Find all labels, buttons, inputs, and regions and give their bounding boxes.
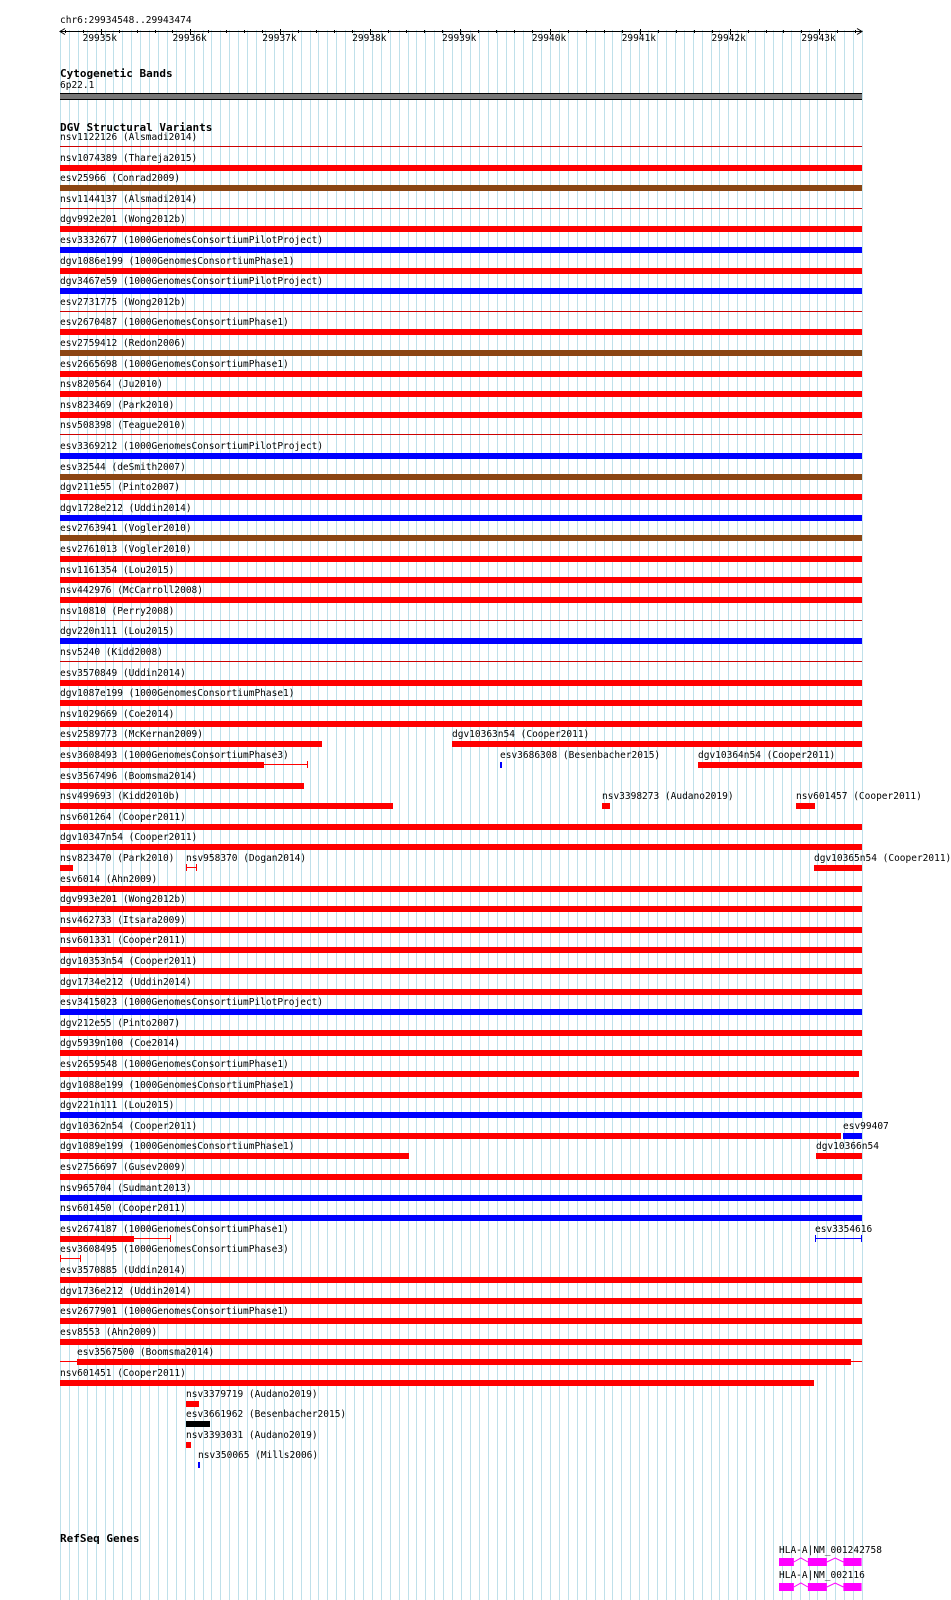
variant-label: nsv442976 (McCarroll2008) xyxy=(60,585,203,596)
variant-label: dgv1086e199 (1000GenomesConsortiumPhase1) xyxy=(60,256,295,267)
variant-whisker-cap xyxy=(307,761,308,768)
variant-label: nsv1144137 (Alsmadi2014) xyxy=(60,194,198,205)
variant-bar[interactable] xyxy=(186,1442,191,1448)
gene-intron xyxy=(827,1583,844,1587)
variant-bar[interactable] xyxy=(60,844,862,850)
variant-bar[interactable] xyxy=(60,494,862,500)
variant-label: nsv601264 (Cooper2011) xyxy=(60,812,186,823)
ruler-tick-label: 29938k xyxy=(352,33,387,44)
ruler-tick-label: 29937k xyxy=(262,33,297,44)
variant-label: dgv1088e199 (1000GenomesConsortiumPhase1) xyxy=(60,1080,295,1091)
variant-label: nsv10810 (Perry2008) xyxy=(60,606,175,617)
region-label: chr6:29934548..29943474 xyxy=(60,15,192,26)
variant-bar[interactable] xyxy=(60,741,322,747)
variant-thin-bar[interactable] xyxy=(60,146,862,147)
variant-label: esv99407 xyxy=(843,1121,889,1132)
variant-label: esv2761013 (Vogler2010) xyxy=(60,544,192,555)
variant-bar[interactable] xyxy=(60,1112,862,1118)
variant-label: dgv10363n54 (Cooper2011) xyxy=(452,729,590,740)
cytogenetic-bands-title: Cytogenetic Bands xyxy=(60,67,173,80)
variant-label: esv2731775 (Wong2012b) xyxy=(60,297,186,308)
variant-bar[interactable] xyxy=(452,741,862,747)
variant-label: esv2659548 (1000GenomesConsortiumPhase1) xyxy=(60,1059,289,1070)
variant-label: dgv1089e199 (1000GenomesConsortiumPhase1) xyxy=(60,1141,295,1152)
variant-bar[interactable] xyxy=(60,1009,862,1015)
variant-label: esv3567500 (Boomsma2014) xyxy=(77,1347,215,1358)
variant-label: dgv211e55 (Pinto2007) xyxy=(60,482,181,493)
variant-label: dgv10365n54 (Cooper2011) xyxy=(814,853,951,864)
variant-label: dgv212e55 (Pinto2007) xyxy=(60,1018,181,1029)
variant-label: esv3570849 (Uddin2014) xyxy=(60,668,186,679)
variant-bar[interactable] xyxy=(60,350,862,356)
variant-label: nsv823469 (Park2010) xyxy=(60,400,175,411)
variant-bar[interactable] xyxy=(60,1339,862,1345)
ruler-tick-label: 29943k xyxy=(801,33,836,44)
variant-bar[interactable] xyxy=(60,927,862,933)
variant-label: nsv5240 (Kidd2008) xyxy=(60,647,163,658)
variant-whisker-bar[interactable] xyxy=(186,867,197,868)
variant-bar[interactable] xyxy=(60,1195,862,1201)
variant-bar[interactable] xyxy=(60,1318,862,1324)
variant-label: nsv462733 (Itsara2009) xyxy=(60,915,186,926)
variant-bar[interactable] xyxy=(60,577,862,583)
variant-bar[interactable] xyxy=(60,1030,862,1036)
gene-intron xyxy=(794,1558,808,1562)
ruler-tick-label: 29941k xyxy=(621,33,657,44)
gene-intron xyxy=(827,1558,844,1562)
variant-bar[interactable] xyxy=(60,865,73,871)
variant-label: esv3369212 (1000GenomesConsortiumPilotProject) xyxy=(60,441,324,452)
variant-bar[interactable] xyxy=(60,371,862,377)
gene-model[interactable] xyxy=(779,1581,864,1593)
variant-bar[interactable] xyxy=(60,391,862,397)
variant-label: esv3332677 (1000GenomesConsortiumPilotProject) xyxy=(60,235,324,246)
variant-whisker-line xyxy=(134,1238,170,1239)
variant-point-bar[interactable] xyxy=(500,762,502,768)
variant-bar[interactable] xyxy=(60,1092,862,1098)
variant-bar[interactable] xyxy=(60,1071,859,1077)
variant-bar[interactable] xyxy=(60,1133,841,1139)
variant-bar[interactable] xyxy=(814,865,862,871)
variant-thin-bar[interactable] xyxy=(60,620,862,621)
variant-bar[interactable] xyxy=(60,762,264,768)
variant-bar[interactable] xyxy=(60,1153,409,1159)
variant-bar[interactable] xyxy=(60,185,862,191)
variant-bar[interactable] xyxy=(60,556,862,562)
variant-bar[interactable] xyxy=(186,1421,210,1427)
refseq-track-title: RefSeq Genes xyxy=(60,1532,140,1545)
variant-bar[interactable] xyxy=(186,1401,199,1407)
variant-label: esv3354616 xyxy=(815,1224,873,1235)
variant-label: nsv1029669 (Coe2014) xyxy=(60,709,175,720)
variant-label: esv2589773 (McKernan2009) xyxy=(60,729,203,740)
variant-bar[interactable] xyxy=(60,886,862,892)
variant-bar[interactable] xyxy=(60,1298,862,1304)
variant-bar[interactable] xyxy=(60,968,862,974)
gene-intron xyxy=(794,1583,808,1587)
variant-label: nsv1122126 (Alsmadi2014) xyxy=(60,132,198,143)
variant-label: nsv601450 (Cooper2011) xyxy=(60,1203,186,1214)
variant-bar[interactable] xyxy=(60,226,862,232)
gene-label: HLA-A|NM_001242758 xyxy=(779,1545,882,1556)
variant-bar[interactable] xyxy=(60,989,862,995)
variant-label: esv2677901 (1000GenomesConsortiumPhase1) xyxy=(60,1306,289,1317)
variant-bar[interactable] xyxy=(60,535,862,541)
variant-thin-bar[interactable] xyxy=(60,208,862,209)
variant-label: esv3661962 (Besenbacher2015) xyxy=(186,1409,347,1420)
variant-label: esv2763941 (Vogler2010) xyxy=(60,523,192,534)
variant-label: esv8553 (Ahn2009) xyxy=(60,1327,158,1338)
variant-bar[interactable] xyxy=(816,1153,862,1159)
variant-label: dgv1736e212 (Uddin2014) xyxy=(60,1286,192,1297)
variant-label: nsv601451 (Cooper2011) xyxy=(60,1368,186,1379)
gene-exon xyxy=(843,1583,861,1591)
gene-label: HLA-A|NM_002116 xyxy=(779,1570,865,1581)
variant-bar[interactable] xyxy=(60,247,862,253)
variant-bar[interactable] xyxy=(60,288,862,294)
variant-bar[interactable] xyxy=(77,1359,851,1365)
variant-bar[interactable] xyxy=(60,680,862,686)
variant-label: dgv3467e59 (1000GenomesConsortiumPilotProject) xyxy=(60,276,324,287)
variant-label: nsv601331 (Cooper2011) xyxy=(60,935,186,946)
variant-label: dgv10362n54 (Cooper2011) xyxy=(60,1121,198,1132)
variant-bar[interactable] xyxy=(60,453,862,459)
variant-label: esv2756697 (Gusev2009) xyxy=(60,1162,186,1173)
variant-label: dgv10353n54 (Cooper2011) xyxy=(60,956,198,967)
gene-exon xyxy=(808,1583,827,1591)
variant-bar[interactable] xyxy=(60,947,862,953)
variant-label: esv3567496 (Boomsma2014) xyxy=(60,771,198,782)
variant-thin-bar[interactable] xyxy=(60,434,862,435)
variant-bar[interactable] xyxy=(60,824,862,830)
variant-bar[interactable] xyxy=(60,1236,134,1242)
variant-bar[interactable] xyxy=(602,803,610,809)
variant-label: dgv1728e212 (Uddin2014) xyxy=(60,503,192,514)
variant-label: esv2674187 (1000GenomesConsortiumPhase1) xyxy=(60,1224,289,1235)
variant-bar[interactable] xyxy=(60,700,862,706)
ruler-tick-label: 29936k xyxy=(172,33,207,44)
variant-label: nsv965704 (Sudmant2013) xyxy=(60,1183,192,1194)
variant-label: dgv1087e199 (1000GenomesConsortiumPhase1) xyxy=(60,688,295,699)
variant-label: nsv499693 (Kidd2010b) xyxy=(60,791,181,802)
ruler-tick-label: 29939k xyxy=(442,33,477,44)
variant-label: nsv1161354 (Lou2015) xyxy=(60,565,175,576)
variant-label: nsv3398273 (Audano2019) xyxy=(602,791,734,802)
variant-label: nsv958370 (Dogan2014) xyxy=(186,853,307,864)
variant-label: nsv3379719 (Audano2019) xyxy=(186,1389,318,1400)
variant-bar[interactable] xyxy=(60,783,304,789)
variant-label: dgv10364n54 (Cooper2011) xyxy=(698,750,836,761)
variant-label: nsv820564 (Ju2010) xyxy=(60,379,163,390)
dgv-track-title: DGV Structural Variants xyxy=(60,121,213,134)
variant-label: dgv220n111 (Lou2015) xyxy=(60,626,175,637)
variant-bar[interactable] xyxy=(60,906,862,912)
variant-bar[interactable] xyxy=(698,762,862,768)
variant-label: nsv823470 (Park2010) xyxy=(60,853,175,864)
variant-label: esv6014 (Ahn2009) xyxy=(60,874,158,885)
variant-label: esv3570885 (Uddin2014) xyxy=(60,1265,186,1276)
variant-whisker-cap xyxy=(170,1235,171,1242)
variant-whisker-bar[interactable] xyxy=(60,1258,81,1259)
variant-label: dgv10366n54 xyxy=(816,1141,879,1152)
gene-model[interactable] xyxy=(779,1556,864,1568)
variant-label: esv2759412 (Redon2006) xyxy=(60,338,186,349)
variant-bar[interactable] xyxy=(60,329,862,335)
ruler-tick-label: 29942k xyxy=(711,33,746,44)
variant-bar[interactable] xyxy=(60,412,862,418)
variant-bar[interactable] xyxy=(60,165,862,171)
variant-whisker-bar[interactable] xyxy=(815,1238,862,1239)
variant-bar[interactable] xyxy=(60,474,862,480)
variant-label: esv25966 (Conrad2009) xyxy=(60,173,181,184)
variant-label: nsv601457 (Cooper2011) xyxy=(796,791,922,802)
variant-label: esv2670487 (1000GenomesConsortiumPhase1) xyxy=(60,317,289,328)
variant-label: esv3415023 (1000GenomesConsortiumPilotProject) xyxy=(60,997,324,1008)
variant-bar[interactable] xyxy=(60,1277,862,1283)
variant-thin-bar[interactable] xyxy=(60,661,862,662)
variant-bar[interactable] xyxy=(60,721,862,727)
variant-label: nsv3393031 (Audano2019) xyxy=(186,1430,318,1441)
cytoband-label: 6p22.1 xyxy=(60,80,95,91)
variant-bar[interactable] xyxy=(60,638,862,644)
variant-bar[interactable] xyxy=(60,1050,862,1056)
gene-exon xyxy=(808,1558,827,1566)
variant-bar[interactable] xyxy=(60,1174,862,1180)
variant-bar[interactable] xyxy=(60,1380,814,1386)
variant-label: dgv10347n54 (Cooper2011) xyxy=(60,832,198,843)
variant-label: dgv5939n100 (Coe2014) xyxy=(60,1038,181,1049)
ruler-tick-label: 29935k xyxy=(82,33,117,44)
variant-label: dgv992e201 (Wong2012b) xyxy=(60,214,186,225)
variant-bar[interactable] xyxy=(843,1133,862,1139)
variant-bar[interactable] xyxy=(796,803,815,809)
ruler-tick-label: 29940k xyxy=(531,33,567,44)
variant-thin-bar[interactable] xyxy=(60,311,862,312)
variant-whisker-line xyxy=(264,764,307,765)
variant-label: esv3608493 (1000GenomesConsortiumPhase3) xyxy=(60,750,289,761)
gene-exon xyxy=(843,1558,861,1566)
variant-label: esv3608495 (1000GenomesConsortiumPhase3) xyxy=(60,1244,289,1255)
variant-bar[interactable] xyxy=(60,597,862,603)
variant-bar[interactable] xyxy=(60,268,862,274)
variant-bar[interactable] xyxy=(60,803,393,809)
variant-label: dgv1734e212 (Uddin2014) xyxy=(60,977,192,988)
gene-exon xyxy=(779,1583,794,1591)
variant-label: dgv221n111 (Lou2015) xyxy=(60,1100,175,1111)
variant-bar[interactable] xyxy=(60,1215,862,1221)
variant-label: nsv350065 (Mills2006) xyxy=(198,1450,319,1461)
variant-label: esv32544 (deSmith2007) xyxy=(60,462,186,473)
variant-label: nsv508398 (Teague2010) xyxy=(60,420,186,431)
variant-label: nsv1074389 (Thareja2015) xyxy=(60,153,198,164)
variant-bar[interactable] xyxy=(60,515,862,521)
cytoband-bar[interactable] xyxy=(60,93,862,100)
variant-label: esv2665698 (1000GenomesConsortiumPhase1) xyxy=(60,359,289,370)
variant-label: dgv993e201 (Wong2012b) xyxy=(60,894,186,905)
variant-point-bar[interactable] xyxy=(198,1462,200,1468)
variant-label: esv3686308 (Besenbacher2015) xyxy=(500,750,661,761)
gene-exon xyxy=(779,1558,794,1566)
